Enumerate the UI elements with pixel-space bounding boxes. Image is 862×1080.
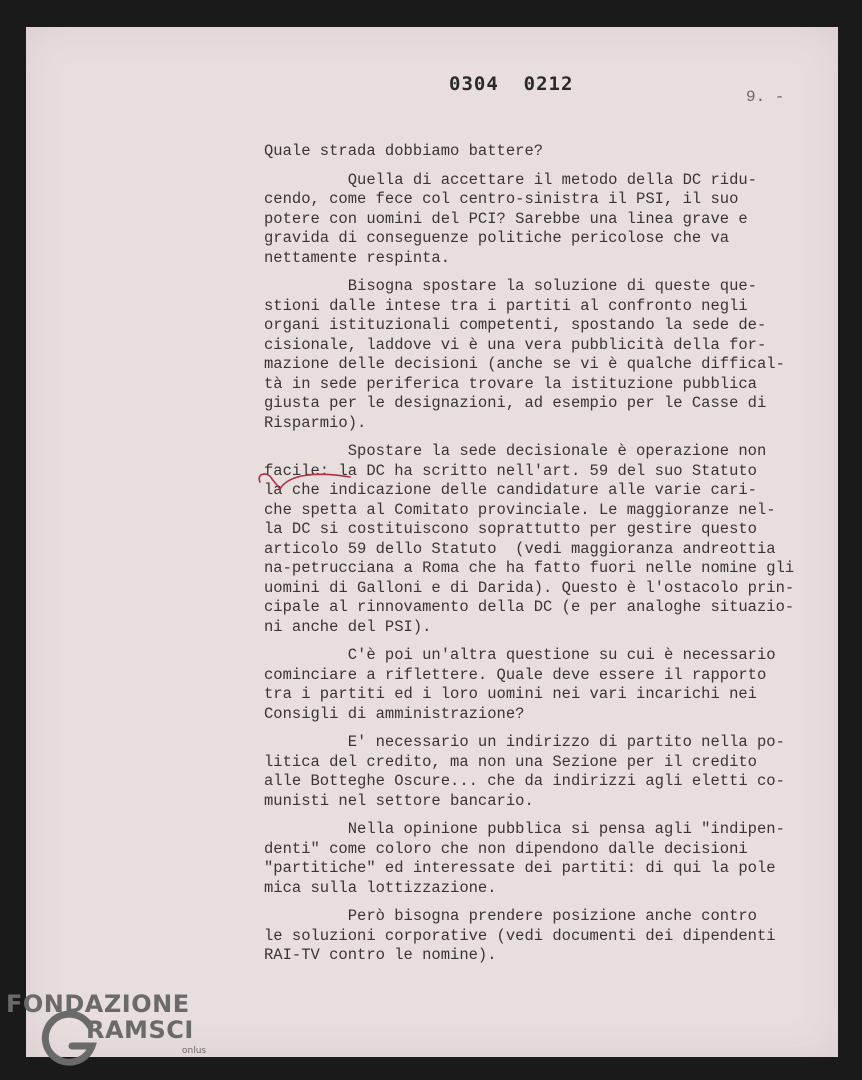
text-line: E' necessario un indirizzo di partito nella po- [264,733,785,751]
archive-code-stamp: 0304 0212 [449,73,574,95]
text-line: Quella di accettare il metodo della DC ridu- [264,170,757,189]
text-line: la che indicazione delle candidature alle varie cari- [264,481,757,499]
text-line: facile: la DC ha scritto nell'art. 59 del suo Statuto [264,461,757,480]
text-line: denti" come coloro che non dipendono dalle decisioni [264,839,748,858]
text-line: organi istituzionali competenti, spostando la sede de- [264,316,767,334]
text-line: Risparmio). [264,413,367,432]
text-line: giusta per le designazioni, ad esempio per le Casse di [264,394,767,412]
text-line: stioni dalle intese tra i partiti al confronto negli [264,296,748,315]
text-line: ni anche del PSI). [264,617,432,636]
text-line: Però bisogna prendere posizione anche contro [264,907,757,925]
paragraph [264,277,824,433]
watermark-line1: FONDAZIONE [6,990,190,1018]
text-line: C'è poi un'altra questione su cui è necessario [264,646,776,664]
handwritten-strikethrough-mark [254,469,354,495]
watermark-line2: RAMSCI [86,1016,194,1044]
paragraph [264,907,824,966]
text-line: cipale al rinnovamento della DC (e per analoghe situazio- [264,598,795,616]
text-line: uomini di Galloni e di Darida). Questo è l'ostacolo prin- [264,578,795,597]
document-body [264,142,824,975]
text-line: nettamente respinta. [264,248,451,267]
fondazione-gramsci-watermark [6,990,226,1075]
text-line: mazione delle decisioni (anche se vi è qualche diffical- [264,355,785,373]
paragraph [264,171,824,269]
text-line: na-petrucciana a Roma che ha fatto fuori nelle nomine gli [264,559,795,577]
text-line: alle Botteghe Oscure... che da indirizzi agli eletti co- [264,772,785,790]
paragraph [264,646,824,724]
text-line: articolo 59 dello Statuto (vedi maggioranza andreottia [264,539,776,558]
page-number: 9. - [746,88,785,106]
text-line: Consigli di amministrazione? [264,704,525,723]
text-line: litica del credito, ma non una Sezione per il credito [264,752,757,771]
text-line: RAI-TV contro le nomine). [264,946,497,964]
text-line: mica sulla lottizzazione. [264,878,497,897]
text-line: gravida di conseguenze politiche pericolose che va [264,229,730,247]
text-line: munisti nel settore bancario. [264,791,534,810]
text-line: che spetta al Comitato provinciale. Le maggioranze nel- [264,500,776,519]
text-line: Bisogna spostare la soluzione di queste que- [264,277,757,295]
text-line: "partitiche" ed interessate dei partiti: di qui la pole [264,859,776,877]
text-line: tà in sede periferica trovare la istituzione pubblica [264,374,757,393]
text-line: le soluzioni corporative (vedi documenti dei dipendenti [264,926,776,945]
text-line: Nella opinione pubblica si pensa agli "indipen- [264,820,785,838]
text-line: Quale strada dobbiamo battere? [264,142,544,160]
paragraph [264,142,824,162]
text-line: cisionale, laddove vi è una vera pubblicità della for- [264,335,767,354]
text-line: cominciare a riflettere. Quale deve essere il rapporto [264,665,767,684]
text-line: Spostare la sede decisionale è operazione non [264,442,767,460]
watermark-onlus: onlus [182,1046,207,1056]
text-line: la DC si costituiscono soprattutto per gestire questo [264,520,757,538]
paragraph [264,820,824,898]
text-line: potere con uomini del PCI? Sarebbe una linea grave e [264,209,748,228]
text-line: cendo, come fece col centro-sinistra il PSI, il suo [264,190,739,208]
text-line: tra i partiti ed i loro uomini nei vari incarichi nei [264,685,757,703]
paragraph [264,733,824,811]
